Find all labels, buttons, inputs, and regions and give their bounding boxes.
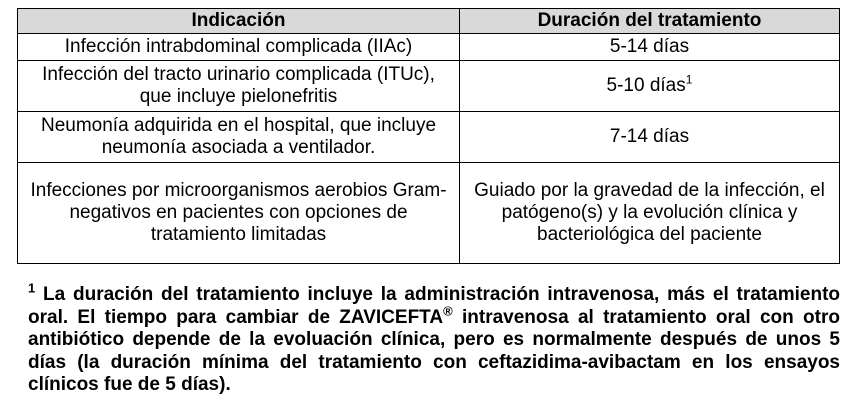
footnote-reference: 1: [685, 72, 693, 87]
treatment-duration-table-container: [17, 8, 839, 264]
duration-cell: [460, 163, 840, 264]
footnote-text-after: intravenosa al tratamiento oral con otro antibiótico depende de la evoluación clínica, pero es normalmente después de unos 5 días (la duración mínima del tratamiento con ceftazidima-avibactam en los ensayos clínicos fue de 5 días).: [28, 306, 840, 396]
footnote-marker: 1: [28, 280, 36, 296]
treatment-duration-table: [17, 8, 840, 264]
footnote-text-before: La duración del tratamiento incluye la administración intravenosa, más el tratamiento oral. El tiempo para cambiar de ZAVICEFTA: [28, 284, 840, 328]
duration-value: Guiado por la gravedad de la infección, el patógeno(s) y la evolución clínica y bacteriológica del paciente: [474, 180, 825, 245]
table-row: [18, 112, 840, 163]
duration-value: 7-14 días: [609, 126, 690, 147]
trademark-symbol: ®: [443, 303, 453, 319]
indication-cell: Infecciones por microorganismos aerobios Gram-negativos en pacientes con opciones de tratamiento limitadas: [18, 163, 460, 264]
duration-value: 5-14 días: [609, 36, 690, 57]
duration-cell: [460, 34, 840, 61]
table-header-row: [18, 9, 840, 34]
table-row: [18, 163, 840, 264]
indication-cell: Infección intrabdominal complicada (IIAc): [18, 34, 460, 61]
header-duration: Duración del tratamiento: [460, 9, 840, 34]
duration-value: 5-10 días: [606, 75, 686, 96]
table-row: [18, 34, 840, 61]
indication-cell: Infección del tracto urinario complicada (ITUc), que incluye pielonefritis: [18, 61, 460, 112]
table-row: [18, 61, 840, 112]
duration-cell: [460, 112, 840, 163]
header-indication: Indicación: [18, 9, 460, 34]
duration-cell: [460, 61, 840, 112]
footnote: [28, 280, 840, 397]
indication-cell: Neumonía adquirida en el hospital, que incluye neumonía asociada a ventilador.: [18, 112, 460, 163]
